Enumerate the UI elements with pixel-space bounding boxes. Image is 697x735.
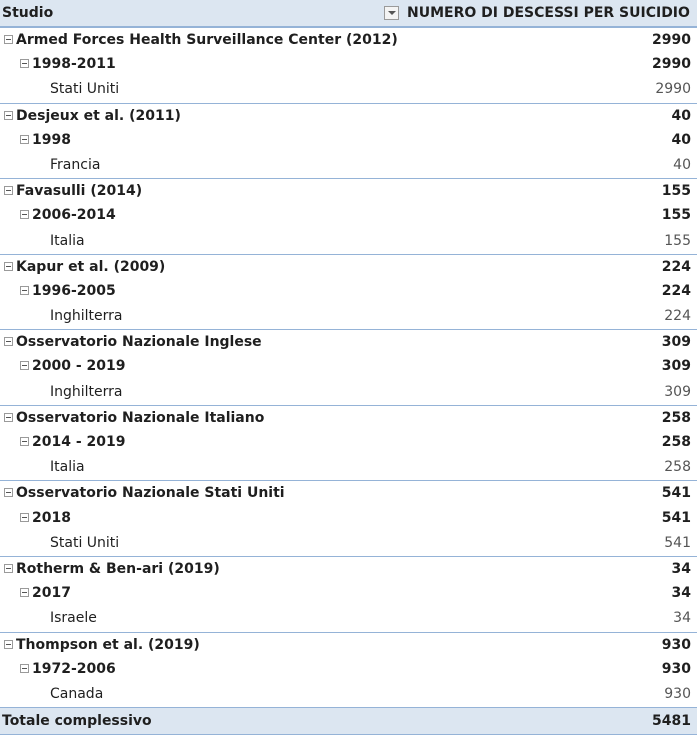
grand-total-row: [0, 707, 697, 734]
collapse-study-icon[interactable]: [4, 111, 13, 120]
country-value: 155: [664, 232, 691, 249]
country-row: [0, 77, 697, 102]
country-value: 34: [673, 610, 691, 627]
study-value: 34: [671, 560, 691, 577]
collapse-period-icon[interactable]: [20, 135, 29, 144]
period-label: 2018: [32, 509, 71, 526]
collapse-period-icon[interactable]: [20, 588, 29, 597]
collapse-study-icon[interactable]: [4, 35, 13, 44]
study-name: Rotherm & Ben-ari (2019): [16, 560, 220, 577]
period-label: 1972-2006: [32, 660, 116, 677]
study-value: 309: [661, 334, 691, 351]
collapse-period-icon[interactable]: [20, 210, 29, 219]
country-value: 541: [664, 534, 691, 551]
period-row: [0, 581, 697, 606]
period-value: 309: [661, 358, 691, 375]
collapse-study-icon[interactable]: [4, 262, 13, 271]
period-row: [0, 430, 697, 455]
period-value: 40: [671, 131, 691, 148]
study-name: Favasulli (2014): [16, 183, 143, 200]
country-label: Italia: [50, 232, 85, 249]
period-row: [0, 128, 697, 153]
period-label: 2006-2014: [32, 207, 116, 224]
collapse-study-icon[interactable]: [4, 186, 13, 195]
study-name: Osservatorio Nazionale Stati Uniti: [16, 485, 285, 502]
period-row: [0, 657, 697, 682]
period-label: 2017: [32, 585, 71, 602]
country-value: 224: [664, 308, 691, 325]
country-row: [0, 606, 697, 631]
period-value: 258: [661, 434, 691, 450]
study-name: Thompson et al. (2019): [16, 636, 200, 653]
collapse-period-icon[interactable]: [20, 286, 29, 295]
study-value: 258: [661, 409, 691, 426]
study-name: Armed Forces Health Surveillance Center (2012): [16, 32, 398, 48]
study-value: 541: [661, 485, 691, 502]
grand-total-value: 5481: [652, 713, 691, 730]
study-row: [0, 632, 697, 657]
study-row: [0, 27, 697, 52]
period-row: [0, 279, 697, 304]
country-label: Francia: [50, 156, 101, 173]
period-value: 2990: [652, 56, 691, 73]
country-label: Stati Uniti: [50, 81, 120, 98]
country-label: Inghilterra: [50, 383, 123, 400]
study-row: [0, 254, 697, 279]
country-label: Inghilterra: [50, 308, 123, 325]
study-name: Desjeux et al. (2011): [16, 107, 181, 124]
study-name: Kapur et al. (2009): [16, 258, 166, 275]
grand-total-label: Totale complessivo: [2, 713, 152, 730]
country-row: [0, 229, 697, 254]
period-label: 2000 - 2019: [32, 358, 126, 375]
country-value: 309: [664, 383, 691, 400]
country-row: [0, 380, 697, 405]
country-value: 40: [673, 156, 691, 173]
study-row: [0, 480, 697, 505]
filter-dropdown-icon[interactable]: [384, 6, 399, 20]
study-value: 930: [661, 636, 691, 653]
period-label: 1998-2011: [32, 56, 116, 73]
collapse-study-icon[interactable]: [4, 640, 13, 649]
period-row: [0, 506, 697, 531]
country-row: [0, 304, 697, 329]
collapse-period-icon[interactable]: [20, 437, 29, 446]
period-label: 1996-2005: [32, 282, 116, 299]
period-row: [0, 354, 697, 379]
period-value: 155: [661, 207, 691, 224]
period-label: 2014 - 2019: [32, 434, 126, 450]
collapse-study-icon[interactable]: [4, 337, 13, 346]
country-value: 258: [664, 459, 691, 476]
study-row: [0, 405, 697, 430]
row-field-header[interactable]: Studio: [2, 5, 54, 21]
country-row: [0, 153, 697, 178]
study-value: 2990: [652, 32, 691, 48]
period-value: 224: [661, 282, 691, 299]
study-name: Osservatorio Nazionale Italiano: [16, 409, 265, 426]
collapse-study-icon[interactable]: [4, 488, 13, 497]
country-value: 930: [664, 685, 691, 702]
collapse-period-icon[interactable]: [20, 361, 29, 370]
collapse-period-icon[interactable]: [20, 59, 29, 68]
study-value: 155: [661, 183, 691, 200]
country-row: [0, 455, 697, 480]
study-row: [0, 103, 697, 128]
period-row: [0, 52, 697, 77]
country-row: [0, 682, 697, 707]
country-label: Canada: [50, 685, 104, 702]
period-label: 1998: [32, 131, 71, 148]
period-value: 34: [671, 585, 691, 602]
country-label: Italia: [50, 459, 85, 476]
collapse-study-icon[interactable]: [4, 413, 13, 422]
study-row: [0, 329, 697, 354]
collapse-study-icon[interactable]: [4, 564, 13, 573]
study-row: [0, 178, 697, 203]
period-value: 541: [661, 509, 691, 526]
country-row: [0, 531, 697, 556]
study-row: [0, 556, 697, 581]
pivot-header-row: [0, 0, 697, 27]
period-value: 930: [661, 660, 691, 677]
study-name: Osservatorio Nazionale Inglese: [16, 334, 262, 351]
collapse-period-icon[interactable]: [20, 664, 29, 673]
collapse-period-icon[interactable]: [20, 513, 29, 522]
country-label: Stati Uniti: [50, 534, 120, 551]
period-row: [0, 203, 697, 228]
pivot-body: [0, 27, 697, 707]
country-value: 2990: [655, 81, 691, 98]
study-value: 40: [671, 107, 691, 124]
value-field-header[interactable]: NUMERO DI DESCESSI PER SUICIDIO: [407, 5, 690, 21]
country-label: Israele: [50, 610, 97, 627]
study-value: 224: [661, 258, 691, 275]
